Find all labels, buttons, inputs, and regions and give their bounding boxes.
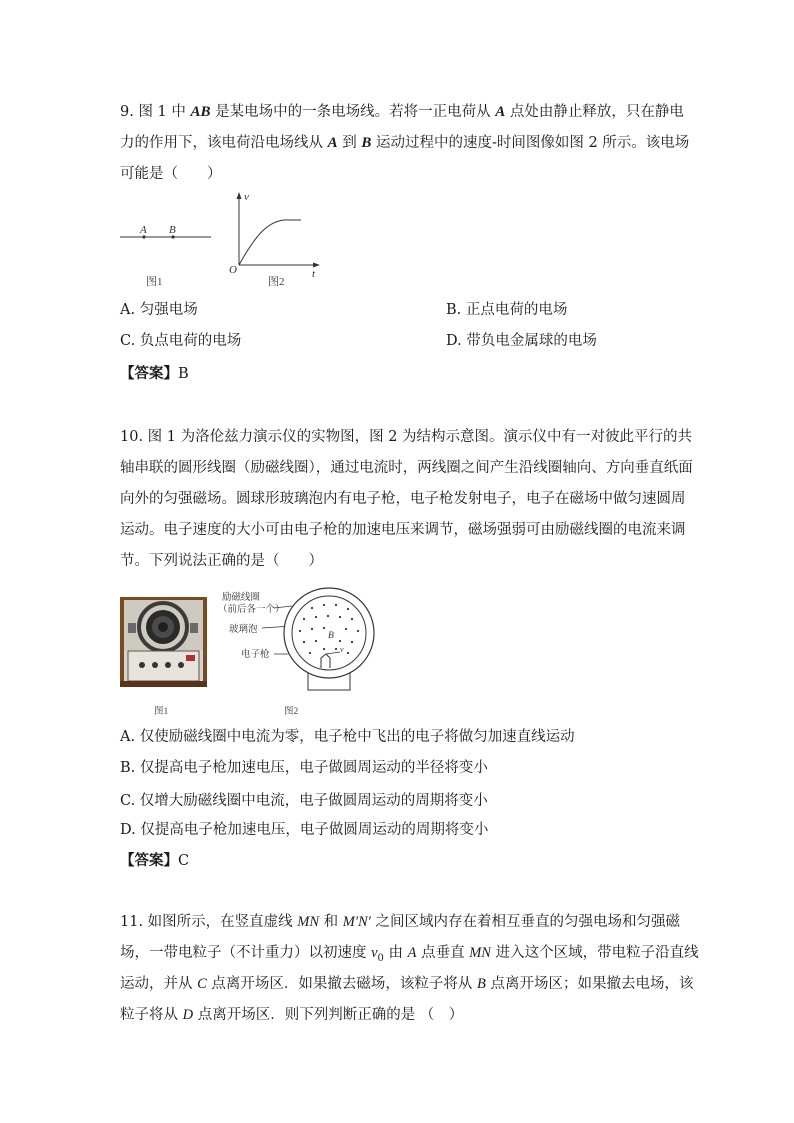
coil-label-2: （前后各一个） [218,605,285,615]
q9-answer: 【答案】B [120,365,189,382]
fig2-caption-q10: 图2 [284,707,299,717]
label-v: v [244,191,249,203]
q9-option-c: C. 负点电荷的电场 [120,333,242,349]
t-axis-arrow-icon [313,263,320,268]
fig1-caption-q10: 图1 [154,707,169,717]
label-a: A [140,224,147,236]
q9-stem-line-2: 力的作用下，该电荷沿电场线从 A 到 B 运动过程中的速度-时间图像如图 2 所示。该电场 [120,135,690,151]
q10-option-b: B. 仅提高电子枪加速电压，电子做圆周运动的半径将变小 [120,760,488,776]
var-AB: AB [190,104,211,120]
velocity-curve [239,220,301,265]
q9-figures [118,188,328,293]
var-A: A [327,135,338,151]
label-t: t [312,268,316,280]
q9-stem-line-1: 9. 图 1 中 AB 是某电场中的一条电场线。若将一正电荷从 A 点处由静止释放，只在静电 [120,104,684,120]
bulb-label: 玻璃泡 [229,625,258,635]
coil-label-1: 励磁线圈 [222,593,261,603]
var-A: A [495,104,506,120]
label-b: B [169,224,176,236]
apparatus-photo [120,597,207,687]
label-v-gun: v [340,645,344,654]
q10-option-c: C. 仅增大励磁线圈中电流，电子做圆周运动的周期将变小 [120,793,488,809]
q9-option-b: B. 正点电荷的电场 [446,302,568,318]
var-B: B [361,135,372,151]
fig1-caption: 图1 [146,276,163,288]
q10-answer: 【答案】C [120,852,190,869]
q10-option-d: D. 仅提高电子枪加速电压，电子做圆周运动的周期将变小 [120,822,489,838]
q9-option-a: A. 匀强电场 [120,302,198,318]
q11-stem-line-4: 粒子将从 D 点离开场区．则下列判断正确的是 （ ） [120,1007,464,1023]
q10-stem-line-3: 向外的匀强磁场。圆球形玻璃泡内有电子枪，电子枪发射电子，电子在磁场中做匀速圆周 [120,491,686,507]
q11-stem-line-3: 运动，并从 C 点离开场区．如果撤去磁场，该粒子将从 B 点离开场区；如果撤去电场，该 [120,976,694,992]
gun-label: 电子枪 [241,650,270,660]
q9-stem-line-3: 可能是（ ） [120,166,222,182]
label-o: O [229,264,237,276]
q10-stem-line-1: 10. 图 1 为洛伦兹力演示仪的实物图，图 2 为结构示意图。演示仪中有一对彼此平行的共 [120,429,693,445]
q10-option-a: A. 仅使励磁线圈中电流为零，电子枪中飞出的电子将做匀加速直线运动 [120,729,575,745]
q10-schematic [154,586,390,717]
q10-stem-line-2: 轴串联的圆形线圈（励磁线圈），通过电流时，两线圈之间产生沿线圈轴向、方向垂直纸面 [120,460,693,476]
q11-stem-line-1: 11. 如图所示，在竖直虚线 MN 和 M′N′ 之间区域内存在着相互垂直的匀强电场和匀强磁 [120,914,680,930]
q10-stem-line-5: 节。下列说法正确的是（ ） [120,553,323,569]
fig2-caption: 图2 [268,276,285,288]
v-axis-arrow-icon [237,192,242,199]
label-b-field: B [328,631,334,641]
q10-stem-line-4: 运动。电子速度的大小可由电子枪的加速电压来调节，磁场强弱可由励磁线圈的电流来调 [120,522,686,538]
q11-stem-line-2: 场，一带电粒子（不计重力）以初速度 $v_0$ 由 A 点垂直 MN 进入这个区域，带电粒子沿直线 [120,945,699,964]
q9-option-d: D. 带负电金属球的电场 [446,333,597,349]
